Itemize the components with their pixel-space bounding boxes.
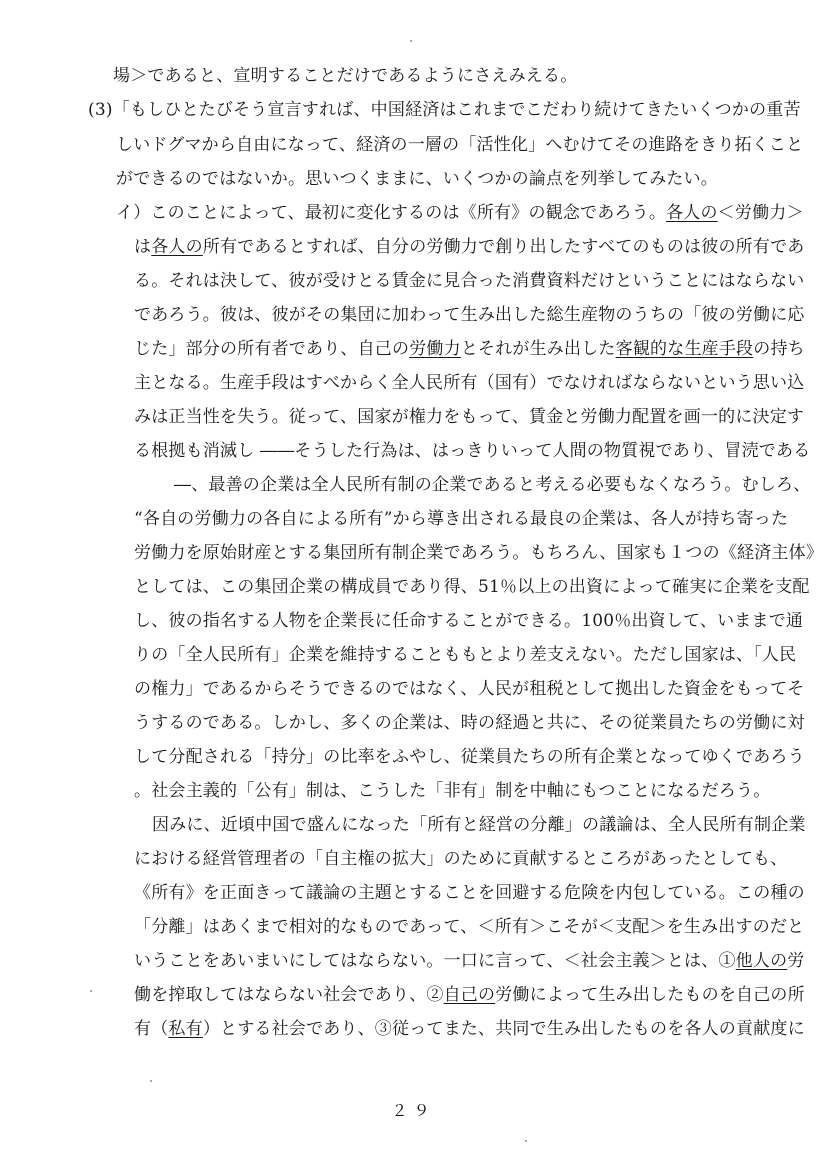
text-line	[134, 951, 804, 971]
line-text: りの「全人民所有」企業を維持することももとより差支えない。ただし国家は、「人民	[134, 645, 797, 665]
text-line	[134, 305, 805, 325]
text-line	[174, 475, 810, 495]
scan-speck	[90, 990, 92, 992]
text-line	[134, 373, 804, 393]
text-line	[134, 611, 803, 631]
text-line	[113, 66, 577, 86]
text-line	[116, 169, 718, 189]
text-line	[134, 237, 804, 257]
line-text: る根拠も消滅し ――そうした行為は、はっきりいって人間の物質視であり、冒涜である	[134, 441, 811, 461]
text-line	[134, 543, 823, 563]
line-text: 《所有》を正面きって議論の主題とすることを回避する危険を内包している。この種の	[134, 883, 805, 903]
underlined-text: 生産手段	[684, 339, 754, 359]
underlined-text: 各人の	[151, 237, 203, 257]
text-line	[134, 849, 787, 869]
text-line	[134, 883, 805, 903]
line-text: の権力」であるからそうできるのではなく、人民が租税として拠出した資金をもってそ	[134, 679, 805, 699]
line-text: ＜労働力＞	[717, 203, 804, 223]
line-text: は	[134, 237, 152, 257]
text-line	[152, 815, 806, 835]
line-text: 主となる。生産手段はすべからく全人民所有（国有）でなければならないという思い込	[134, 373, 805, 393]
scan-speck	[410, 40, 412, 42]
line-text: 「分離」はあくまで相対的なものであって、＜所有＞こそが＜支配＞を生み出すのだと	[134, 917, 805, 937]
text-line	[116, 135, 803, 155]
underlined-text: 労働力	[409, 339, 461, 359]
text-line	[134, 679, 804, 699]
line-text: ―、最善の企業は全人民所有制の企業であると考える必要もなくなろう。むしろ、	[174, 475, 811, 495]
line-text: 労働力を原始財産とする集団所有制企業であろう。もちろん、国家も１つの《経済主体》	[134, 543, 824, 563]
line-text: うするのである。しかし、多くの企業は、時の経過と共に、その従業員たちの労働に対	[134, 713, 805, 733]
line-text: 有（	[134, 1019, 169, 1039]
text-line	[134, 645, 796, 665]
text-line	[134, 747, 805, 767]
line-text: 因みに、近頃中国で盛んになった「所有と経営の分離」の議論は、全人民所有制企業	[152, 815, 806, 835]
underlined-text: 客観的な	[615, 339, 685, 359]
scan-speck	[525, 1140, 527, 1142]
underlined-text: 各人の	[666, 203, 718, 223]
line-text: (3)「もしひとたびそう宣言すれば、中国経済はこれまでこだわり続けてきたいくつかの重苦	[88, 100, 801, 120]
line-text: ）とする社会であり、③従ってまた、共同で生み出したものを各人の貢献度に	[202, 1019, 805, 1039]
line-text: ができるのではないか。思いつくままに、いくつかの論点を列挙してみたい。	[116, 169, 718, 189]
text-line	[134, 441, 810, 461]
line-text: における経営管理者の「自主権の拡大」のために貢献するところがあったとしても、	[134, 849, 788, 869]
underlined-text: 私有	[168, 1019, 203, 1039]
line-text: 労	[787, 951, 805, 971]
text-line	[134, 339, 805, 359]
line-text: 。社会主義的「公有」制は、こうした「非有」制を中軸にもつことになるだろう。	[134, 781, 771, 801]
text-line	[134, 917, 804, 937]
line-text: の持ち	[753, 339, 805, 359]
line-text: みは正当性を失う。従って、国家が権力をもって、賃金と労働力配置を画一的に決定す	[134, 407, 805, 427]
text-line	[134, 577, 810, 597]
text-line	[134, 985, 805, 1005]
scan-speck	[150, 1080, 152, 1082]
line-text: 労働によって生み出したものを自己の所	[495, 985, 805, 1005]
text-line	[88, 100, 801, 120]
underlined-text: 他人の	[735, 951, 788, 971]
text-line	[134, 1019, 805, 1039]
text-line	[134, 271, 804, 291]
line-text: して分配される「持分」の比率をふやし、従業員たちの所有企業となってゆくであろう	[134, 747, 805, 767]
line-text: じた」部分の所有者であり、自己の	[134, 339, 410, 359]
line-text: 働を搾取してはならない社会であり、②	[134, 985, 444, 1005]
line-text: イ）このことによって、最初に変化するのは《所有》の観念であろう。	[116, 203, 667, 223]
line-text: “各自の労働力の各自による所有”から導き出される最良の企業は、各人が持ち寄った	[134, 509, 789, 529]
line-text: 場＞であると、宣明することだけであるようにさえみえる。	[113, 66, 578, 86]
page-number: ２９	[391, 1101, 436, 1120]
text-line	[134, 407, 804, 427]
text-line	[134, 509, 788, 529]
line-text: としては、この集団企業の構成員であり得、51％以上の出資によって確実に企業を支配	[134, 577, 810, 597]
line-text: いうことをあいまいにしてはならない。一口に言って、＜社会主義＞とは、①	[134, 951, 736, 971]
text-line	[116, 203, 804, 223]
line-text: し、彼の指名する人物を企業長に任命することができる。100％出資して、いままで通	[134, 611, 804, 631]
line-text: であろう。彼は、彼がその集団に加わって生み出した総生産物のうちの「彼の労働に応	[134, 305, 805, 325]
text-line	[134, 713, 805, 733]
line-text: 所有であるとすれば、自分の労働力で創り出したすべてのものは彼の所有であ	[202, 237, 805, 257]
line-text: る。それは決して、彼が受けとる賃金に見合った消費資料だけということにはならない	[134, 271, 805, 291]
underlined-text: 自己の	[443, 985, 496, 1005]
text-line	[134, 781, 770, 801]
line-text: しいドグマから自由になって、経済の一層の「活性化」へむけてその進路をきり拓くこと	[116, 135, 804, 155]
line-text: とそれが生み出した	[460, 339, 616, 359]
